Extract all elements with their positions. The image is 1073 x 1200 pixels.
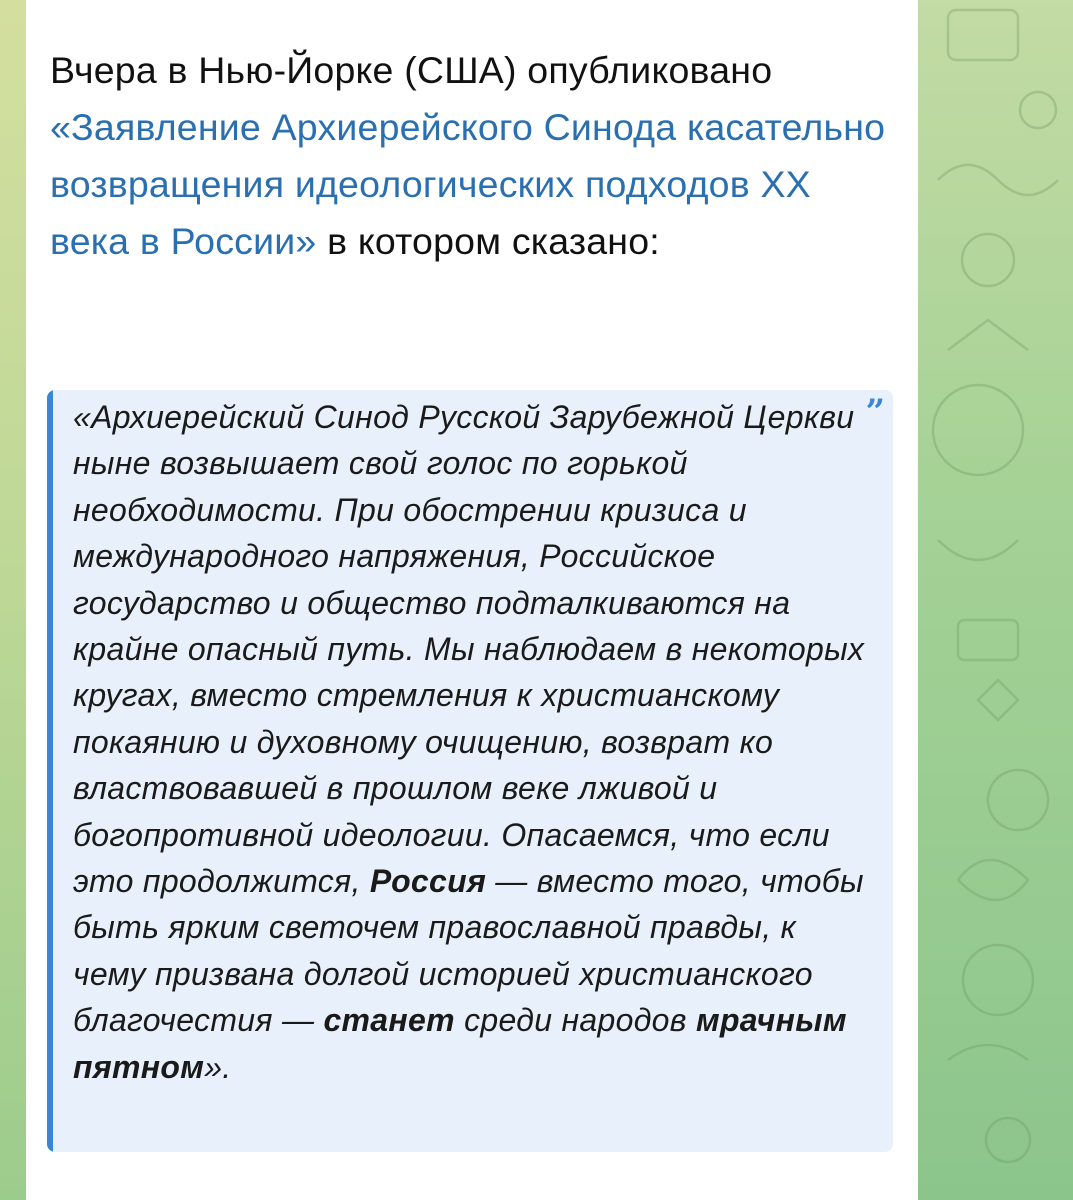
quote-bold-dark-spot: мрачным пятном — [73, 1002, 847, 1085]
quote-part-4: ». — [204, 1048, 232, 1085]
chat-wallpaper-right — [918, 0, 1073, 1200]
quote-bar — [47, 390, 53, 1152]
statement-link[interactable]: «Заявление Архиерейского Синода касательно возвращения идеологических подходов XX века в России» — [50, 106, 886, 262]
quote-bold-become: станет — [323, 1002, 455, 1039]
message-after-link: в котором сказано: — [316, 220, 660, 262]
quote-bold-russia: Россия — [369, 863, 487, 900]
quote-part-1: «Архиерейский Синод Русской Зарубежной Церкви ныне возвышает свой голос по горькой необходимости. При обострении кризиса и международного напряжения, Российское государство и общество подталкиваются на крайне опасный путь. Мы наблюдаем в некоторых кругах, вместо стремления к христианскому покаянию и духовному очищению, возврат ко властвовавшей в прошлом веке лживой и богопротивной идеологии. Опасаемся, что если это продолжится, — [73, 399, 865, 900]
quote-part-2: — вместо того, чтобы быть ярким светочем православной правды, к чему призвана долгой историей христианского благочестия — — [73, 863, 864, 1039]
blockquote — [47, 390, 893, 1152]
quote-text — [73, 394, 873, 1090]
chat-wallpaper-left — [0, 0, 26, 1200]
message-intro: Вчера в Нью-Йорке (США) опубликовано — [50, 49, 773, 91]
message-text — [50, 42, 900, 270]
quote-icon: ” — [865, 392, 885, 432]
wallpaper-doodles — [918, 0, 1073, 1200]
message-bubble — [26, 0, 918, 1200]
quote-part-3: среди народов — [454, 1002, 696, 1039]
